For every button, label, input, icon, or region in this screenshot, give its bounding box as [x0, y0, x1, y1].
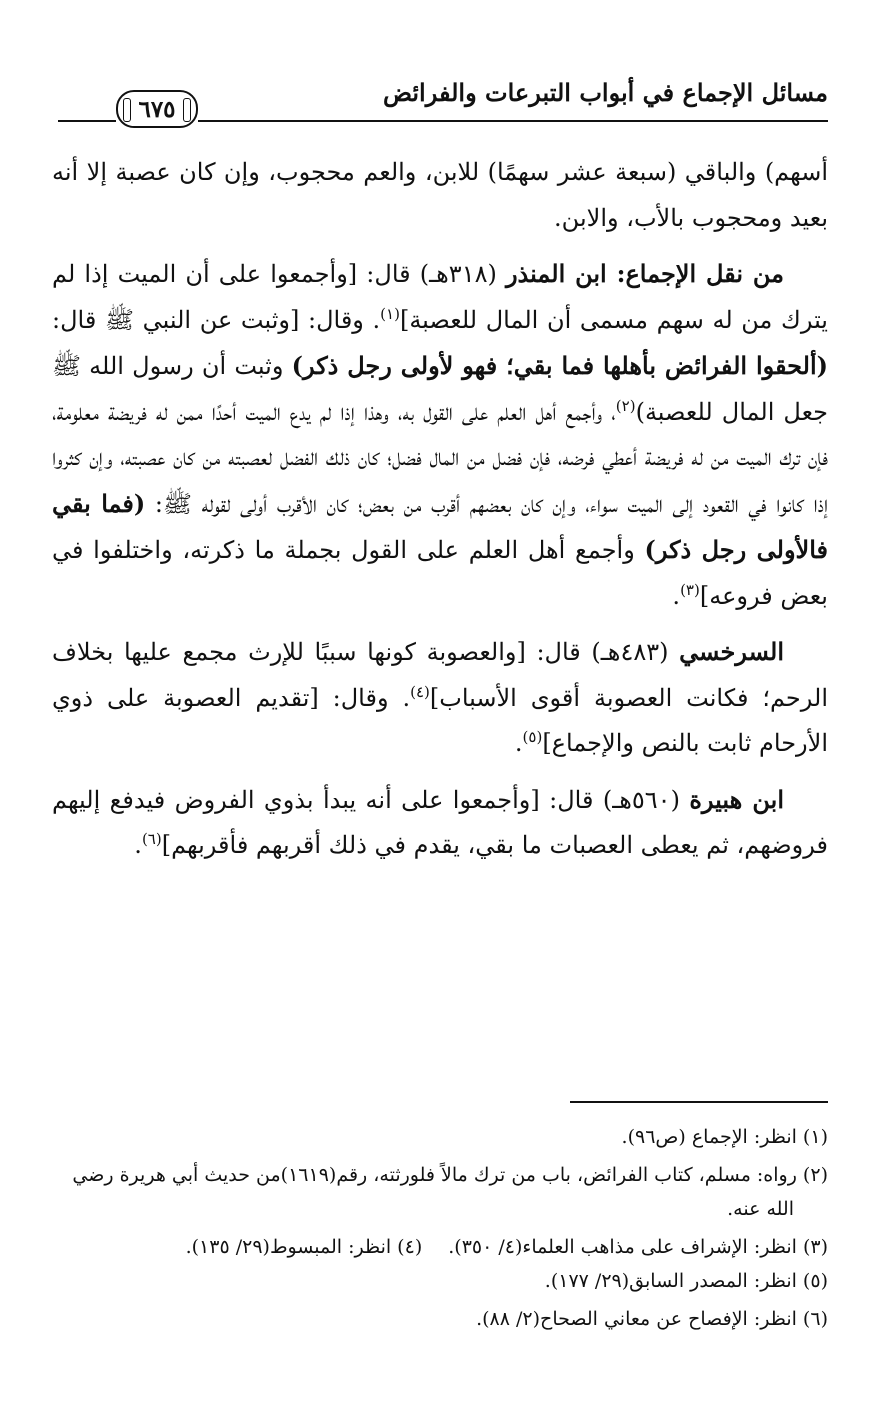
page-number: ٦٧٥ [138, 95, 176, 123]
footnote-ref: (٣) [680, 580, 700, 599]
text-run: ، وأجمع أهل العلم على القول به، وهذا إذا لم يدع الميت أحدًا ممن له فريضة معلومة، فإن ترك الميت من له فريضة أعطي فرضه، فإن فضل من المال فضل؛ كان ذلك الفضل لعصبته من كان عصبته، وإن كثروا إذا كانوا في القعود إلى الميت سواء، وإن كان بعضهم أقرب من بعض؛ كان الأقرب أولى لقوله ﷺ: [52, 397, 828, 518]
text-run: . [514, 729, 523, 757]
footnote-ref: (٤) [410, 682, 430, 701]
text-run: . وقال: [تقديم العصوبة على ذوي الأرحام ثابت بالنص والإجماع] [52, 683, 828, 757]
footnote-5: (٥) انظر: المصدر السابق(٢٩/ ١٧٧). [544, 1270, 828, 1292]
footnotes [52, 1120, 828, 1340]
footnote-separator [570, 1101, 828, 1103]
footnote-3: (٣) انظر: الإشراف على مذاهب العلماء(٤/ ٣٥٠). [448, 1236, 828, 1258]
header-rule [198, 120, 828, 122]
paragraph [52, 629, 828, 767]
footnote-4: (٤) انظر: المبسوط(٢٩/ ١٣٥). [185, 1236, 423, 1258]
paragraph [52, 150, 828, 241]
footnote-ref: (٦) [141, 830, 162, 848]
bold-phrase: (فما بقي فالأولى رجل ذكر) [52, 488, 829, 564]
page-number-badge [116, 90, 198, 128]
footnote-6: (٦) انظر: الإفصاح عن معاني الصحاح(٢/ ٨٨). [476, 1308, 828, 1330]
running-header [58, 78, 828, 128]
text-run: . [134, 831, 142, 859]
footnote-ref: (١) [380, 304, 400, 323]
text-run: أسهم) والباقي (سبعة عشر سهمًا) للابن، والعم محجوب، وإن كان عصبة إلا أنه بعيد ومحجوب بالأب، والابن. [52, 158, 828, 232]
bold-phrase: (ألحقوا الفرائض بأهلها فما بقي؛ فهو لأولى رجل ذكر) [291, 351, 828, 380]
text-run: . [672, 581, 681, 610]
paragraph [52, 777, 828, 869]
text-run: (٤٨٣هـ) قال: [والعصوبة كونها سببًا للإرث مجمع عليها بخلاف الرحم؛ فكانت العصوبة أقوى الأسباب] [52, 638, 828, 712]
footnote-row [52, 1230, 828, 1264]
bold-phrase: من نقل الإجماع: ابن المنذر [505, 259, 784, 288]
text-run: (٥٦٠هـ) قال: [وأجمعوا على أنه يبدأ بذوي الفروض فيدفع إليهم فروضهم، ثم يعطى العصبات ما بقي، يقدم في ذلك أقربهم فأقربهم] [52, 785, 828, 859]
text-run: (٣١٨هـ) قال: [وأجمعوا على أن الميت إذا لم يترك من له سهم مسمى أن المال للعصبة] [52, 260, 828, 334]
text-run: وأجمع أهل العلم على القول بجملة ما ذكرته، واختلفوا في بعض فروعه] [52, 536, 828, 610]
footnote-2: (٢) رواه: مسلم، كتاب الفرائض، باب من ترك مالاً فلورثته، رقم(١٦١٩)من حديث أبي هريرة رضي الله عنه. [72, 1164, 828, 1220]
text-run: . وقال: [وثبت عن النبي ﷺ قال: [52, 305, 381, 334]
footnote-1: (١) انظر: الإجماع (ص٩٦). [621, 1126, 828, 1148]
footnote-ref: (٥) [522, 728, 543, 746]
header-rule-left [58, 120, 116, 122]
paragraph [52, 251, 828, 619]
header-title: مسائل الإجماع في أبواب التبرعات والفرائض [382, 78, 828, 107]
bold-phrase: ابن هبيرة [689, 784, 784, 814]
bold-phrase: السرخسي [679, 637, 784, 666]
main-text [52, 150, 828, 879]
text-run: وثبت أن رسول الله ﷺ جعل المال للعصبة) [52, 352, 828, 426]
footnote-ref: (٢) [615, 396, 636, 415]
